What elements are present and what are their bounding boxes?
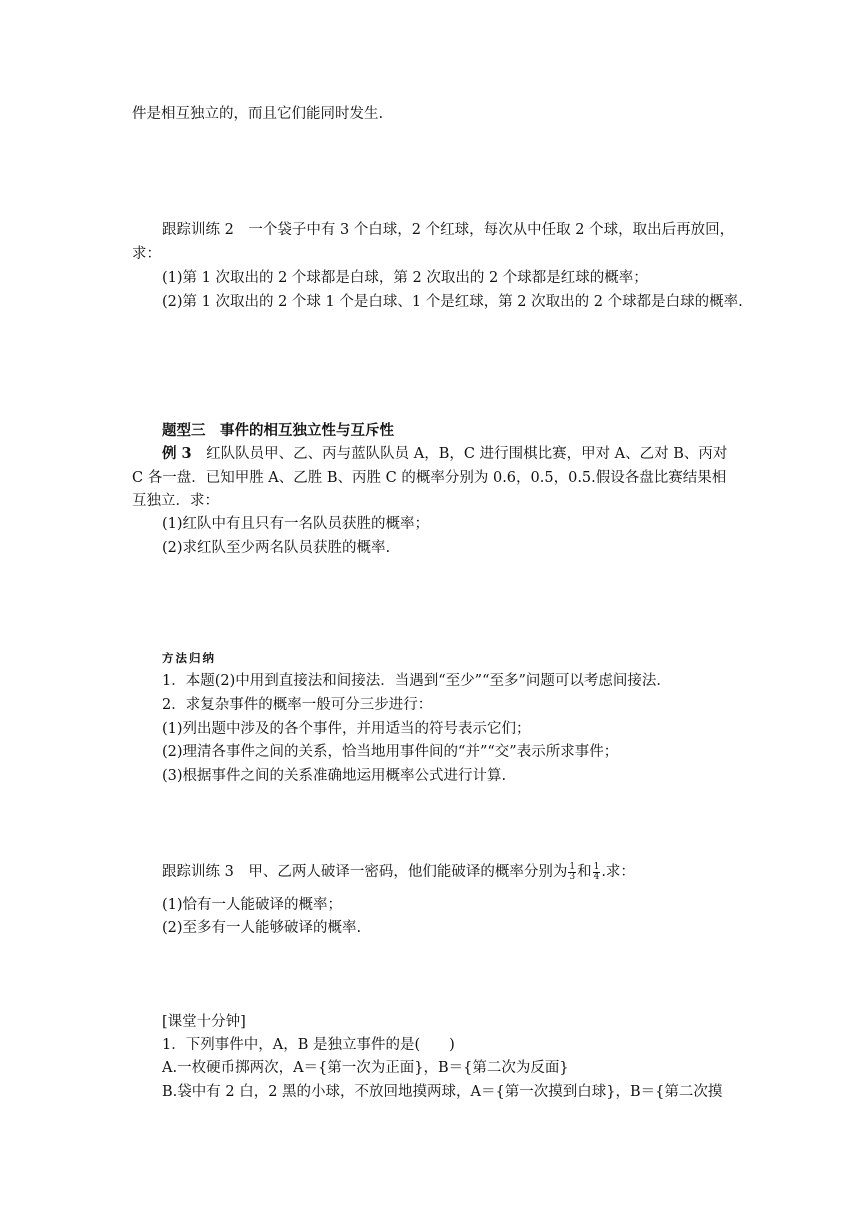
example3-line2: C 各一盘．已知甲胜 A、乙胜 B、丙胜 C 的概率分别为 0.6，0.5，0.5.假设各盘比赛结果相 (132, 470, 727, 486)
train3-q2: (2)至多有一人能够破译的概率. (162, 920, 362, 936)
fraction-one-third: $\frac{1}{3}$ (569, 861, 576, 882)
method-line5: (3)根据事件之间的关系准确地运用概率公式进行计算. (162, 768, 507, 784)
train3-label: 跟踪训练 3 (162, 864, 234, 880)
method-line2: 2．求复杂事件的概率一般可分三步进行： (162, 697, 433, 713)
fraction-one-quarter: $\frac{1}{4}$ (593, 861, 600, 882)
example3-q1: (1)红队中有且只有一名队员获胜的概率； (162, 516, 430, 532)
train2-text: 一个袋子中有 3 个白球，2 个红球，每次从中任取 2 个球，取出后再放回， (248, 222, 735, 238)
train3-text-c: .求： (601, 864, 635, 880)
class10-optB: B.袋中有 2 白，2 黑的小球，不放回地摸两球，A＝{第一次摸到白球}，B＝{第二次摸 (162, 1084, 723, 1100)
example3-line1 (162, 444, 727, 464)
example3-text1: 红队队员甲、乙、丙与蓝队队员 A，B，C 进行围棋比赛，甲对 A、乙对 B、丙对 (206, 446, 728, 462)
train2-text-cont: 求： (132, 246, 161, 262)
train2-q1: (1)第 1 次取出的 2 个球都是白球，第 2 次取出的 2 个球都是红球的概率； (162, 270, 648, 286)
class10-q1: 1．下列事件中，A，B 是独立事件的是( ) (162, 1037, 455, 1053)
top-line: 件是相互独立的，而且它们能同时发生. (132, 106, 384, 122)
method-title: 方法归纳 (162, 651, 216, 665)
method-line3: (1)列出题中涉及的各个事件，并用适当的符号表示它们； (162, 721, 531, 737)
example3-label: 例 3 (162, 445, 192, 462)
train2-line1 (162, 220, 734, 240)
train3-text-a: 甲、乙两人破译一密码，他们能破译的概率分别为 (248, 864, 568, 880)
train3-q1: (1)恰有一人能破译的概率； (162, 897, 343, 913)
train3-text-b: 和 (577, 864, 592, 880)
train3-line1 (162, 862, 635, 882)
method-line1: 1．本题(2)中用到直接法和间接法．当遇到“至少”“至多”问题可以考虑间接法． (162, 673, 671, 689)
example3-line3: 互独立．求： (132, 493, 219, 509)
train2-label: 跟踪训练 2 (162, 222, 234, 238)
section3-title: 题型三 事件的相互独立性与互斥性 (162, 422, 394, 439)
class10-header: [课堂十分钟] (162, 1014, 246, 1030)
example3-q2: (2)求红队至少两名队员获胜的概率. (162, 540, 391, 556)
method-line4: (2)理清各事件之间的关系，恰当地用事件间的“并”“交”表示所求事件； (162, 744, 619, 760)
train2-q2: (2)第 1 次取出的 2 个球 1 个是白球、1 个是红球，第 2 次取出的 2 个球都是白球的概率. (162, 294, 743, 310)
class10-optA: A.一枚硬币掷两次，A＝{第一次为正面}，B＝{第二次为反面} (162, 1060, 569, 1076)
